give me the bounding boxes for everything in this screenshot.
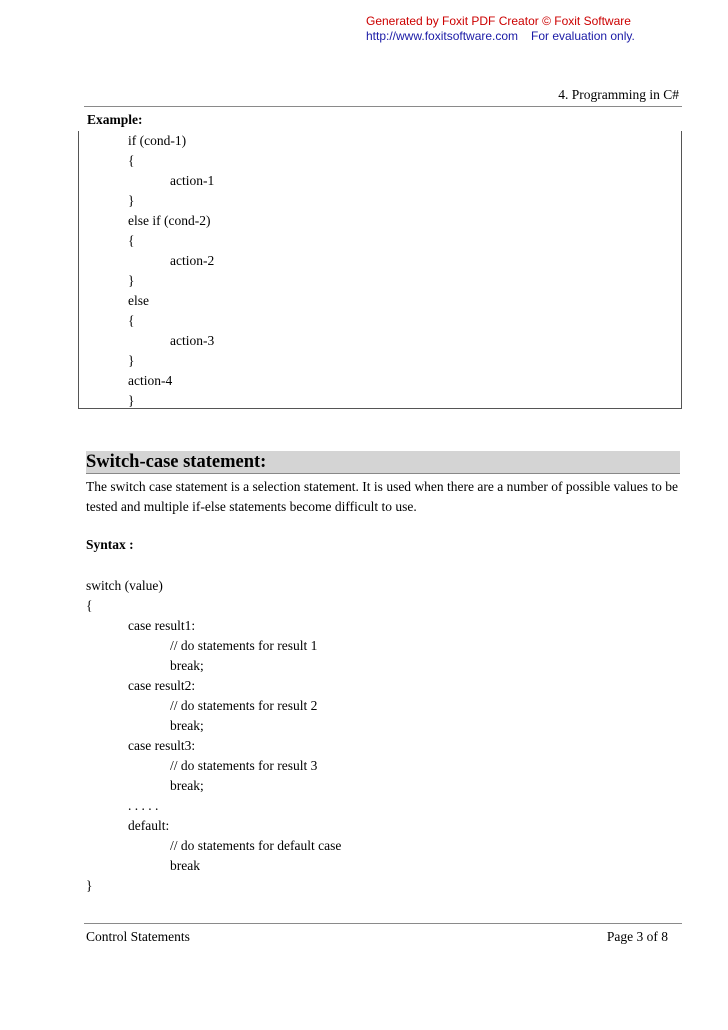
footer-rule bbox=[84, 923, 682, 924]
example-line: action-2 bbox=[170, 253, 215, 268]
example-line: } bbox=[128, 393, 135, 408]
example-line: { bbox=[128, 153, 135, 168]
example-line: } bbox=[128, 273, 135, 288]
watermark-eval: For evaluation only. bbox=[531, 29, 635, 43]
example-line: action-3 bbox=[170, 333, 215, 348]
code-line: break; bbox=[170, 778, 204, 793]
code-line: { bbox=[86, 598, 93, 613]
code-line: } bbox=[86, 878, 93, 893]
example-line: action-1 bbox=[170, 173, 215, 188]
code-line: case result1: bbox=[128, 618, 196, 633]
code-line: case result3: bbox=[128, 738, 196, 753]
code-line: break bbox=[170, 858, 200, 873]
section-title: Switch-case statement: bbox=[86, 451, 680, 474]
watermark-url[interactable]: http://www.foxitsoftware.com bbox=[366, 29, 519, 43]
section-paragraph: The switch case statement is a selection statement. It is used when there are a number of possible values to be tested and multiple if-else statements become difficult to use. bbox=[86, 479, 678, 514]
code-line: // do statements for result 3 bbox=[170, 758, 318, 773]
syntax-label: Syntax : bbox=[86, 537, 134, 552]
code-line: break; bbox=[170, 658, 204, 673]
code-line: // do statements for result 1 bbox=[170, 638, 318, 653]
code-line: // do statements for default case bbox=[170, 838, 342, 853]
example-line: else if (cond-2) bbox=[128, 213, 211, 228]
code-line: . . . . . bbox=[128, 798, 159, 813]
example-line: if (cond-1) bbox=[128, 133, 187, 148]
example-line: { bbox=[128, 313, 135, 328]
chapter-header: 4. Programming in C# bbox=[558, 87, 679, 102]
code-line: switch (value) bbox=[86, 578, 163, 593]
example-line: } bbox=[128, 353, 135, 368]
example-box bbox=[78, 131, 682, 409]
watermark-generated: Generated by Foxit PDF Creator © Foxit Software bbox=[366, 14, 631, 28]
example-title: Example: bbox=[87, 112, 143, 127]
footer-left: Control Statements bbox=[86, 929, 190, 944]
code-line: break; bbox=[170, 718, 204, 733]
page-number: Page 3 of 8 bbox=[606, 929, 668, 944]
example-line: else bbox=[128, 293, 149, 308]
example-line: { bbox=[128, 233, 135, 248]
code-line: // do statements for result 2 bbox=[170, 698, 318, 713]
example-line: } bbox=[128, 193, 135, 208]
code-line: default: bbox=[128, 818, 170, 833]
example-line: action-4 bbox=[128, 373, 173, 388]
code-line: case result2: bbox=[128, 678, 196, 693]
header-rule bbox=[84, 106, 682, 107]
